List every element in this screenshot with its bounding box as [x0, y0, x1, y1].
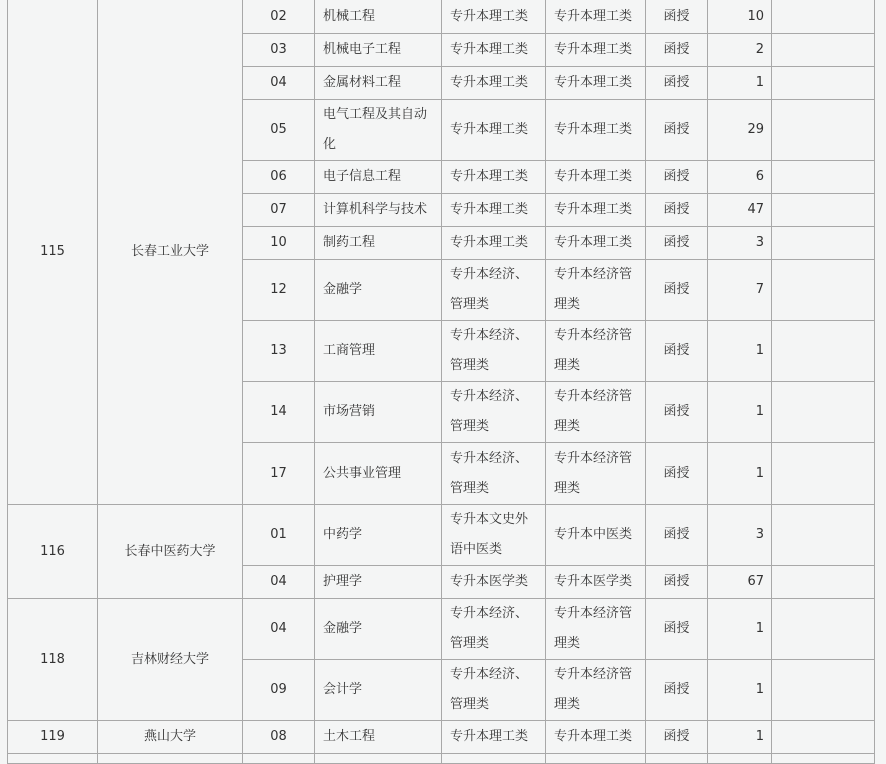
count-cell: 3: [708, 227, 772, 260]
group-cell: 专升本理工类: [546, 227, 646, 260]
study-mode-cell: 函授: [646, 566, 708, 599]
table-row: [8, 721, 875, 754]
category-cell: 专升本理工类: [442, 34, 546, 67]
group-cell: 专升本医学类: [546, 566, 646, 599]
study-mode-cell: 函授: [646, 227, 708, 260]
count-cell: 2: [708, 34, 772, 67]
category-cell: 专升本经济、管理类: [442, 443, 546, 505]
major-code-cell: 09: [243, 660, 315, 721]
major-code-cell: 06: [243, 161, 315, 194]
major-name-cell: 市场营销: [315, 382, 442, 443]
table-row: [8, 599, 875, 660]
major-code-cell: 04: [243, 599, 315, 660]
group-cell: 专升本理工类: [546, 0, 646, 34]
study-mode-cell: 函授: [646, 0, 708, 34]
major-code-cell: 14: [243, 382, 315, 443]
count-cell: 1: [708, 721, 772, 754]
study-mode-cell: 函授: [646, 660, 708, 721]
major-name-cell: 电气工程及其自动化: [315, 100, 442, 161]
school-name-cell: 长春工业大学: [98, 0, 243, 505]
count-cell: 1: [708, 321, 772, 382]
study-mode-cell: 函授: [646, 260, 708, 321]
count-cell: 1: [708, 660, 772, 721]
remark-cell: [772, 260, 875, 321]
study-mode-cell: 函授: [646, 100, 708, 161]
major-name-cell: 公共事业管理: [315, 443, 442, 505]
major-code-cell: 02: [243, 0, 315, 34]
remark-cell: [772, 194, 875, 227]
remark-cell: [772, 161, 875, 194]
count-cell: 29: [708, 100, 772, 161]
study-mode-cell: 函授: [646, 161, 708, 194]
study-mode-cell: 函授: [646, 321, 708, 382]
school-name-cell: 吉林财经大学: [98, 599, 243, 721]
category-cell: 专升本经济、管理类: [442, 321, 546, 382]
count-cell: 1: [708, 382, 772, 443]
major-name-cell: 机械电子工程: [315, 34, 442, 67]
category-cell: 专升本理工类: [442, 227, 546, 260]
remark-cell: [772, 0, 875, 34]
remark-cell: [772, 34, 875, 67]
major-name-cell: 会计学: [315, 660, 442, 721]
major-name-cell: 制药工程: [315, 227, 442, 260]
group-cell: 专升本理工类: [546, 34, 646, 67]
major-name-cell: 计算机科学与技术: [315, 194, 442, 227]
major-code-cell: 04: [243, 67, 315, 100]
group-cell: 专升本理工类: [546, 67, 646, 100]
count-cell: 1: [708, 67, 772, 100]
major-code-cell: 03: [243, 34, 315, 67]
major-code-cell: 17: [243, 443, 315, 505]
category-cell: 专升本理工类: [442, 67, 546, 100]
table-row: [8, 0, 875, 34]
study-mode-cell: 函授: [646, 505, 708, 566]
study-mode-cell: 函授: [646, 599, 708, 660]
major-name-cell: 土木工程: [315, 721, 442, 754]
school-code-cell: 119: [8, 721, 98, 754]
remark-cell: [772, 599, 875, 660]
remark-cell: [772, 566, 875, 599]
group-cell: 专升本经济管理类: [546, 599, 646, 660]
group-cell: 专升本经济管理类: [546, 382, 646, 443]
major-name-cell: 电子信息工程: [315, 161, 442, 194]
major-code-cell: 01: [243, 505, 315, 566]
category-cell: 专升本理工类: [442, 194, 546, 227]
school-code-cell: 115: [8, 0, 98, 505]
category-cell: 专升本理工类: [442, 161, 546, 194]
study-mode-cell: 函授: [646, 34, 708, 67]
study-mode-cell: 函授: [646, 443, 708, 505]
major-name-cell: 金融学: [315, 599, 442, 660]
remark-cell: [772, 443, 875, 505]
group-cell: 专升本经济管理类: [546, 321, 646, 382]
count-cell: 1: [708, 599, 772, 660]
remark-cell: [772, 505, 875, 566]
major-code-cell: 13: [243, 321, 315, 382]
school-name-cell: 燕山大学: [98, 721, 243, 754]
category-cell: 专升本理工类: [442, 100, 546, 161]
study-mode-cell: 函授: [646, 721, 708, 754]
category-cell: 专升本经济、管理类: [442, 599, 546, 660]
study-mode-cell: 函授: [646, 194, 708, 227]
count-cell: 1: [708, 443, 772, 505]
major-code-cell: 05: [243, 100, 315, 161]
remark-cell: [772, 382, 875, 443]
major-code-cell: 08: [243, 721, 315, 754]
category-cell: 专升本理工类: [442, 721, 546, 754]
category-cell: 专升本医学类: [442, 566, 546, 599]
study-mode-cell: 函授: [646, 382, 708, 443]
count-cell: 3: [708, 505, 772, 566]
group-cell: 专升本理工类: [546, 100, 646, 161]
major-name-cell: 金融学: [315, 260, 442, 321]
remark-cell: [772, 721, 875, 754]
group-cell: 专升本经济管理类: [546, 260, 646, 321]
remark-cell: [772, 227, 875, 260]
group-cell: 专升本经济管理类: [546, 660, 646, 721]
remark-cell: [772, 100, 875, 161]
major-name-cell: 机械工程: [315, 0, 442, 34]
major-code-cell: 10: [243, 227, 315, 260]
group-cell: 专升本理工类: [546, 161, 646, 194]
study-mode-cell: 函授: [646, 67, 708, 100]
group-cell: 专升本理工类: [546, 194, 646, 227]
school-code-cell: 118: [8, 599, 98, 721]
count-cell: 67: [708, 566, 772, 599]
school-code-cell: 116: [8, 505, 98, 599]
count-cell: 6: [708, 161, 772, 194]
remark-cell: [772, 321, 875, 382]
category-cell: 专升本文史外语中医类: [442, 505, 546, 566]
group-cell: 专升本中医类: [546, 505, 646, 566]
count-cell: 10: [708, 0, 772, 34]
school-name-cell: 长春中医药大学: [98, 505, 243, 599]
category-cell: 专升本经济、管理类: [442, 382, 546, 443]
category-cell: 专升本经济、管理类: [442, 260, 546, 321]
major-name-cell: 护理学: [315, 566, 442, 599]
enrollment-table: [7, 0, 875, 764]
table-row: [8, 505, 875, 566]
major-name-cell: 金属材料工程: [315, 67, 442, 100]
major-name-cell: 工商管理: [315, 321, 442, 382]
group-cell: 专升本经济管理类: [546, 443, 646, 505]
major-name-cell: 中药学: [315, 505, 442, 566]
remark-cell: [772, 660, 875, 721]
count-cell: 7: [708, 260, 772, 321]
remark-cell: [772, 67, 875, 100]
major-code-cell: 04: [243, 566, 315, 599]
category-cell: 专升本经济、管理类: [442, 660, 546, 721]
category-cell: 专升本理工类: [442, 0, 546, 34]
major-code-cell: 12: [243, 260, 315, 321]
count-cell: 47: [708, 194, 772, 227]
group-cell: 专升本理工类: [546, 721, 646, 754]
major-code-cell: 07: [243, 194, 315, 227]
table-body: [8, 0, 875, 764]
